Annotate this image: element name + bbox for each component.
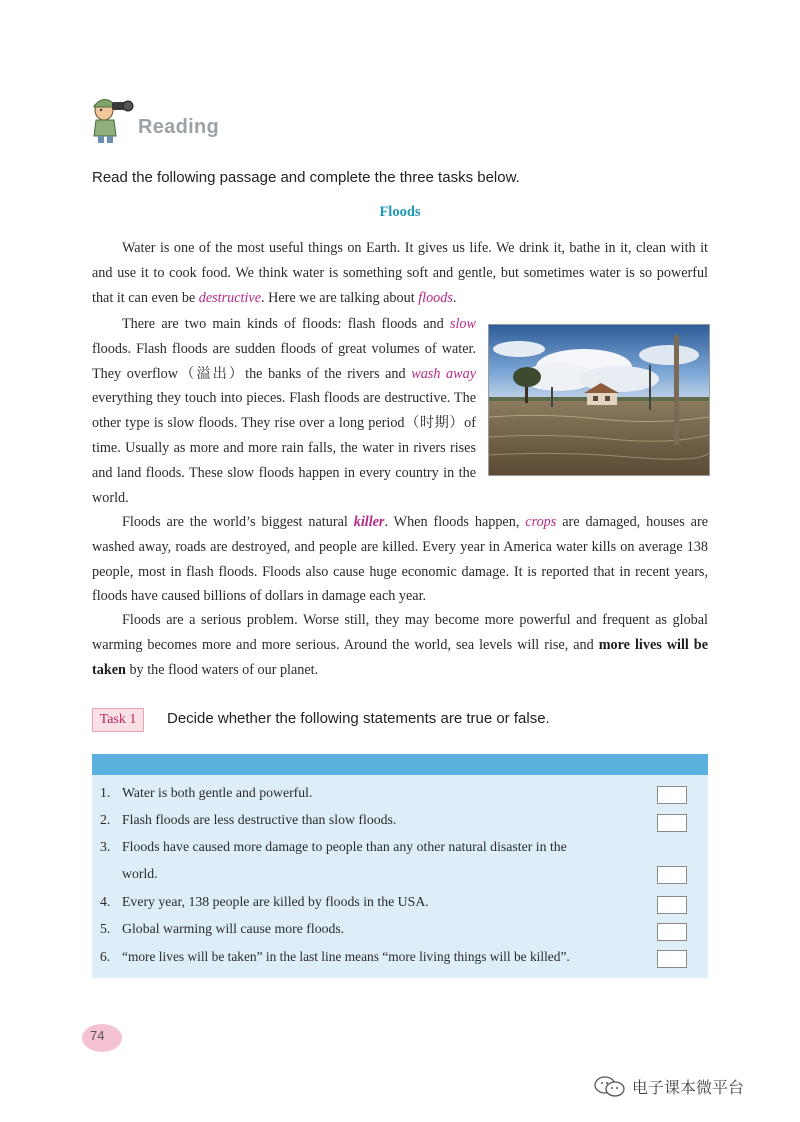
statement-3: 3. Floods have caused more damage to people than any other natural disaster in the world. <box>100 839 567 881</box>
instruction-text: Read the following passage and complete the three tasks below. <box>92 169 520 186</box>
watermark-text: 电子课本微平台 <box>632 1078 745 1097</box>
statement-5: 5. Global warming will cause more floods. <box>100 921 345 936</box>
flooded-house-photo <box>488 324 710 476</box>
keyword-floods: floods <box>418 289 453 306</box>
wechat-icon <box>594 1076 626 1098</box>
answer-box-2[interactable] <box>657 814 687 832</box>
keyword-destructive: destructive <box>198 289 262 306</box>
keyword-slow: slow <box>449 316 476 332</box>
keyword-wash-away: wash away <box>411 365 476 382</box>
passage-title: Floods <box>379 204 421 220</box>
task-1-heading <box>92 708 712 732</box>
phrase-more-lives-will-be-taken: more lives will be taken <box>92 636 708 678</box>
answer-box-1[interactable] <box>657 786 687 804</box>
paragraph-2: There are two main kinds of floods: flash floods and slow floods. Flash floods are sudden floods of great volumes of water. They overflow（溢出）the banks of the rivers and wash away everything they touch into pieces. Flash floods are destructive. The other type is slow floods. They rise over a long period（时期）of time. Usually as more and more rain falls, the water in rivers rises and land floods. These slow floods happen in every country in the world. <box>92 316 476 506</box>
reporter-icon <box>88 92 134 144</box>
statement-4: 4. Every year, 138 people are killed by floods in the USA. <box>100 894 429 909</box>
page-number: 74 <box>82 1024 122 1052</box>
table-header-bar <box>92 754 708 775</box>
section-title: Reading <box>138 116 219 138</box>
section-header <box>88 92 328 144</box>
answer-box-3[interactable] <box>657 866 687 884</box>
answer-box-4[interactable] <box>657 896 687 914</box>
watermark <box>594 1072 784 1100</box>
true-false-table <box>92 754 708 978</box>
paragraph-3: Floods are the world’s biggest natural killer. When floods happen, crops are damaged, houses are washed away, roads are destroyed, and people are killed. Every year in America water kills on average 138 people, most in flash floods. Floods also cause huge economic damage. It is reported that in recent years, floods have caused billions of dollars in damage each year. <box>92 514 708 605</box>
answer-box-5[interactable] <box>657 923 687 941</box>
task-1-instruction: Decide whether the following statements are true or false. <box>167 710 550 727</box>
paragraph-1: Water is one of the most useful things on Earth. It gives us life. We drink it, bathe in it, clean with it and use it to cook food. We think water is something soft and gentle, but sometimes water is so powerful that it can even be destructive. Here we are talking about floods. <box>92 240 708 306</box>
task-1-tag: Task 1 <box>92 708 144 732</box>
keyword-killer: killer <box>353 514 385 530</box>
statement-6: 6. “more lives will be taken” in the last line means “more living things will be killed”. <box>100 949 570 964</box>
answer-box-6[interactable] <box>657 950 687 968</box>
statement-2: 2. Flash floods are less destructive than slow floods. <box>100 812 397 827</box>
statement-1: 1. Water is both gentle and powerful. <box>100 785 313 800</box>
paragraph-4: Floods are a serious problem. Worse still, they may become more powerful and frequent as global warming becomes more and more serious. Around the world, sea levels will rise, and more lives will be taken by the flood waters of our planet. <box>92 612 708 678</box>
keyword-crops: crops <box>525 514 557 530</box>
